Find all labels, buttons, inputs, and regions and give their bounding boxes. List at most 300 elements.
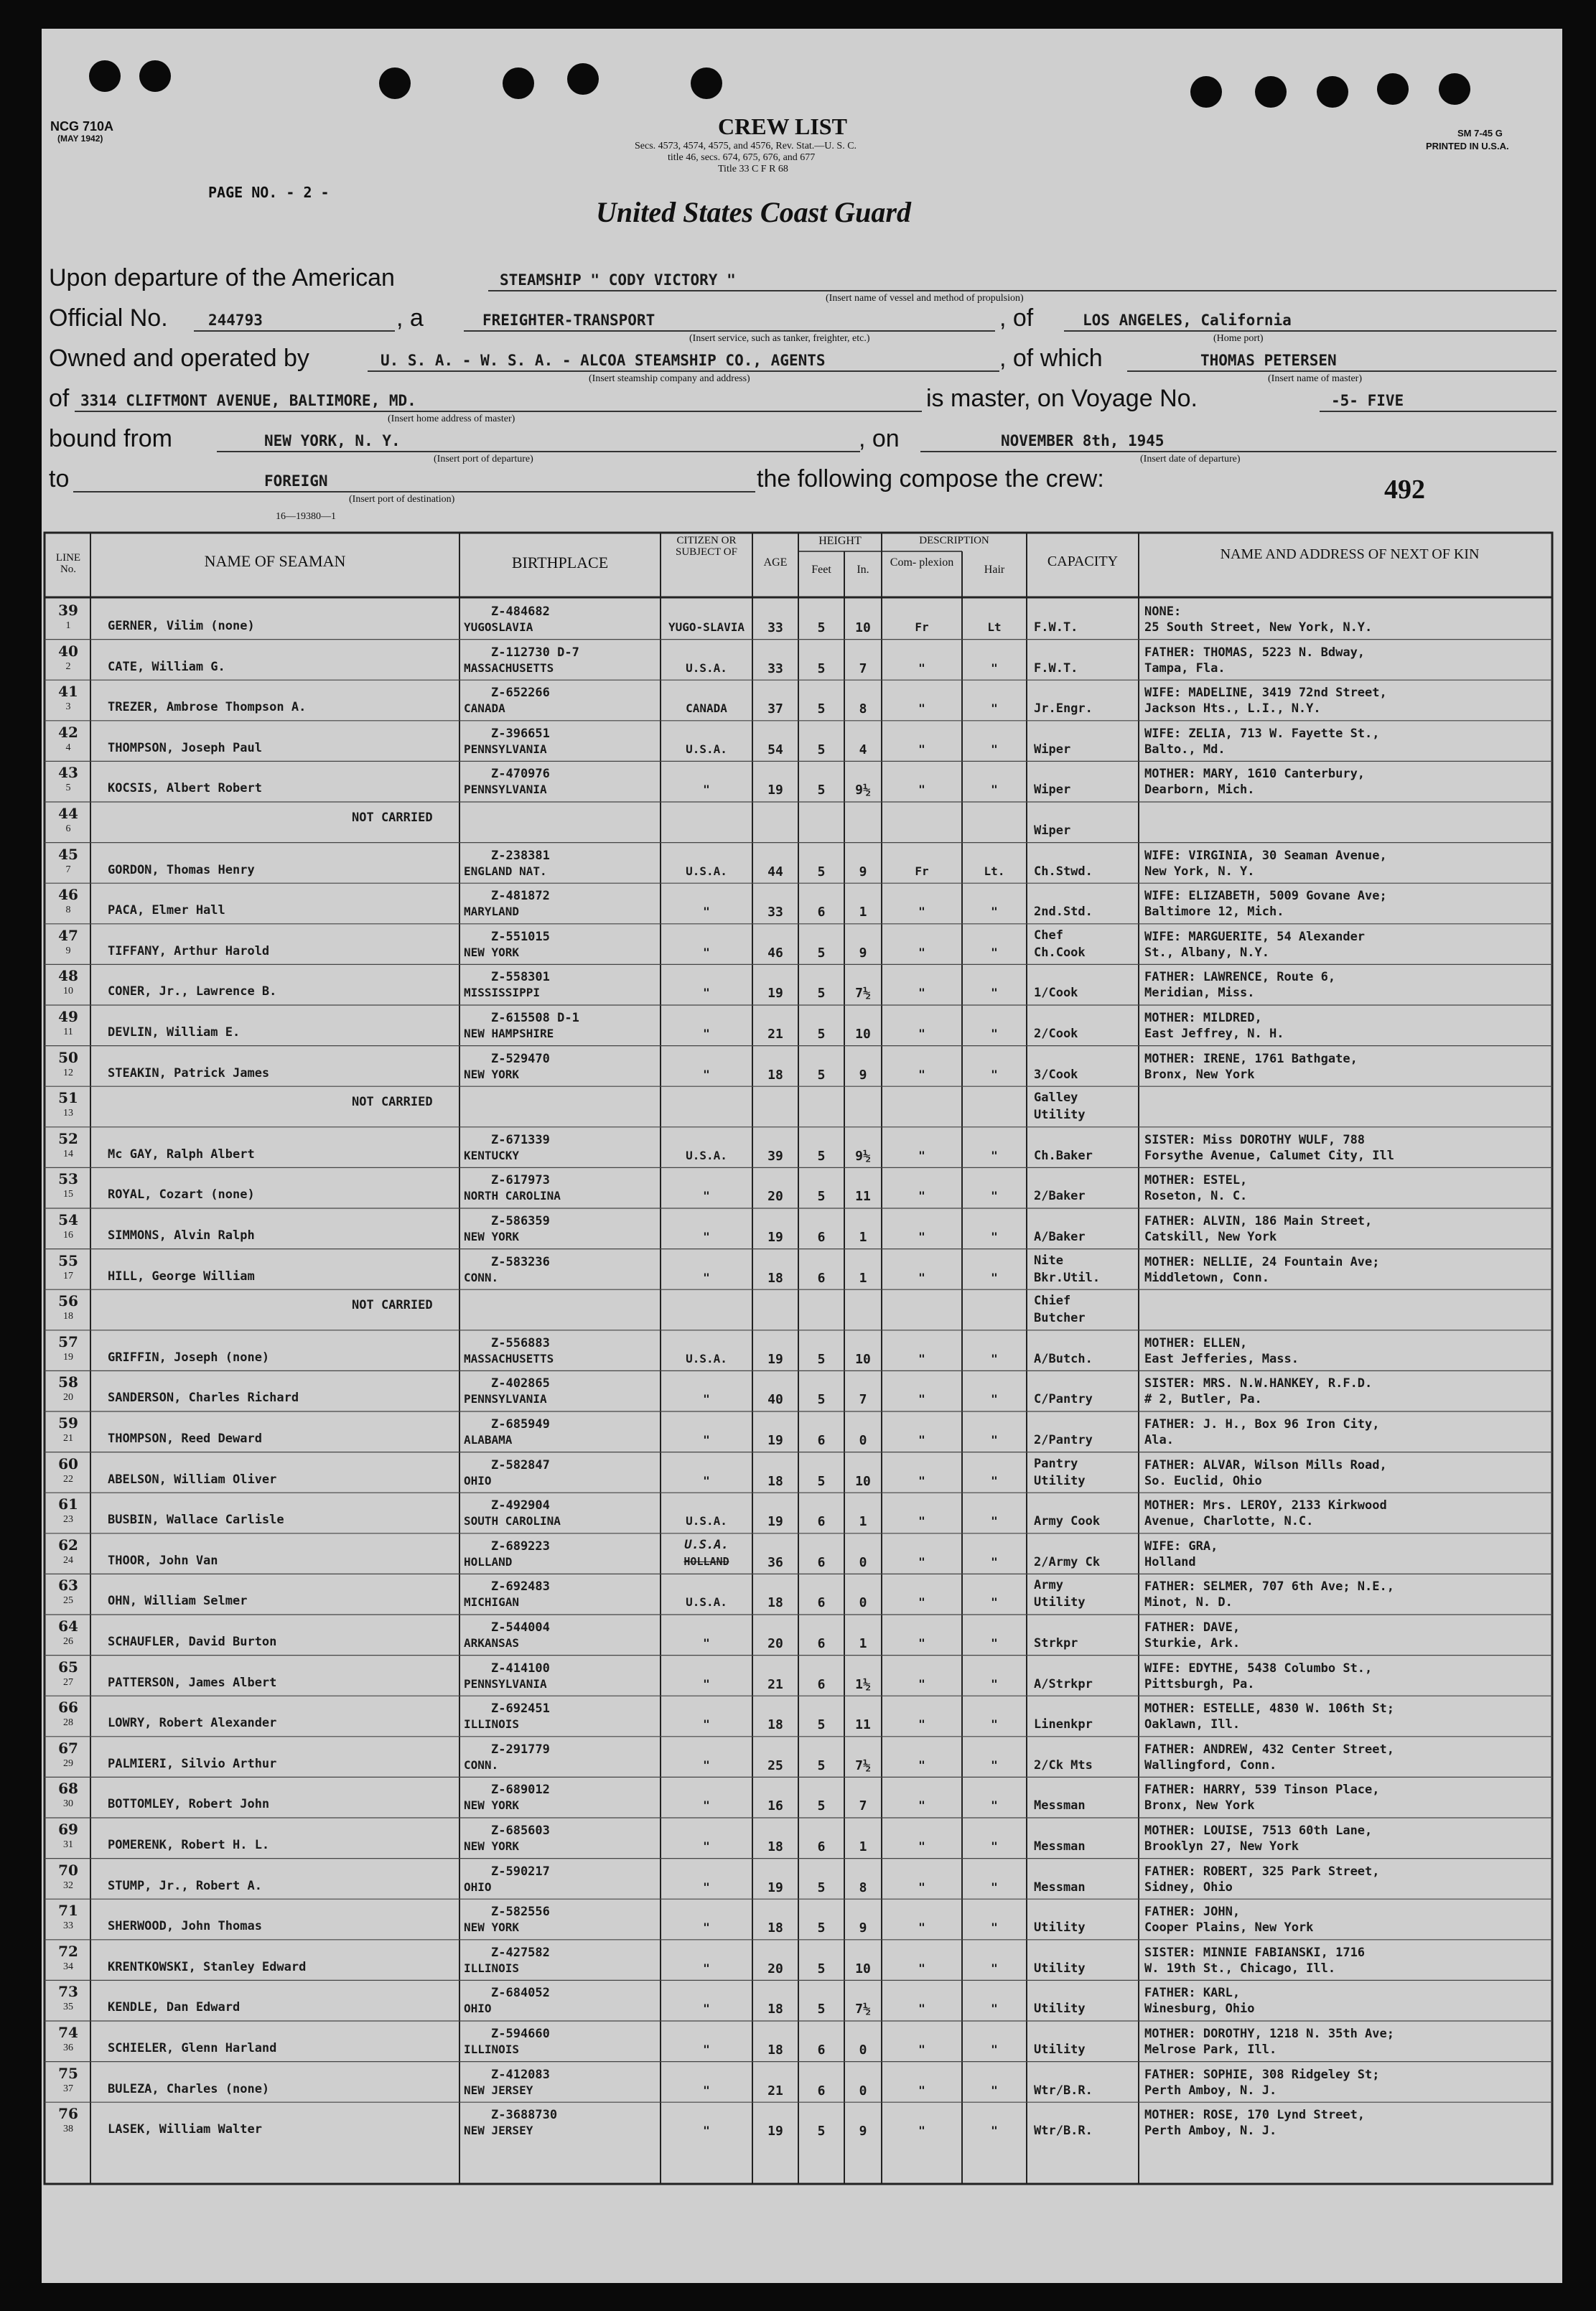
next-of-kin-line-1: FATHER: KARL, xyxy=(1144,1986,1241,2001)
hair: " xyxy=(991,1757,998,1772)
hint-master-address: (Insert home address of master) xyxy=(388,414,515,424)
hair: " xyxy=(991,2042,998,2056)
line-number: 52 xyxy=(58,1129,78,1147)
birthplace: MICHIGAN xyxy=(464,1595,520,1610)
next-of-kin-line-1: FATHER: THOMAS, 5223 N. Bdway, xyxy=(1144,645,1366,660)
age: 44 xyxy=(767,864,783,879)
capacity: Utility xyxy=(1034,1961,1086,1976)
citizen: " xyxy=(703,1189,710,1203)
birthplace: CANADA xyxy=(464,701,505,716)
citizen: " xyxy=(703,1392,710,1406)
seaman-name: BUSBIN, Wallace Carlisle xyxy=(108,1513,284,1528)
hair: " xyxy=(991,1717,998,1732)
seaman-name: LASEK, William Walter xyxy=(108,2122,262,2137)
hint-home-port: (Home port) xyxy=(1213,333,1264,344)
capacity: 3/Cook xyxy=(1034,1067,1078,1082)
next-of-kin-line-2: So. Euclid, Ohio xyxy=(1144,1473,1262,1488)
seaman-name: SHERWOOD, John Thomas xyxy=(108,1919,262,1934)
certificate-number: Z-481872 xyxy=(491,889,550,904)
certificate-number: Z-112730 D-7 xyxy=(491,645,579,660)
capacity-line-2: Bkr.Util. xyxy=(1034,1270,1101,1285)
next-of-kin-line-1: WIFE: GRA, xyxy=(1144,1539,1218,1554)
line-number: 57 xyxy=(58,1332,78,1350)
header-description: DESCRIPTION xyxy=(919,535,989,546)
line-sub-number: 38 xyxy=(63,2124,73,2135)
age: 21 xyxy=(767,1676,783,1692)
statute-line-3: Title 33 C F R 68 xyxy=(718,164,788,174)
next-of-kin-line-2: St., Albany, N.Y. xyxy=(1144,945,1269,960)
seaman-name: KENDLE, Dan Edward xyxy=(108,2000,241,2015)
next-of-kin-line-2: Winesburg, Ohio xyxy=(1144,2002,1255,2017)
line-sub-number: 29 xyxy=(63,1757,73,1769)
capacity: Wiper xyxy=(1034,783,1071,798)
birthplace: NEW JERSEY xyxy=(464,2083,533,2097)
age: 18 xyxy=(767,2042,783,2058)
citizen: U.S.A. xyxy=(686,1595,727,1610)
capacity: Utility xyxy=(1034,1920,1086,1936)
height-feet: 5 xyxy=(817,1920,826,1936)
next-of-kin-line-1: FATHER: ROBERT, 325 Park Street, xyxy=(1144,1864,1380,1879)
line-number: 48 xyxy=(58,967,78,985)
next-of-kin-line-1: MOTHER: DOROTHY, 1218 N. 35th Ave; xyxy=(1144,2027,1394,2041)
not-carried-label: NOT CARRIED xyxy=(352,1095,433,1110)
hair: " xyxy=(991,1230,998,1243)
line-number: 51 xyxy=(58,1089,78,1107)
height-inches: 11 xyxy=(855,1717,871,1733)
hint-master: (Insert name of master) xyxy=(1268,373,1362,384)
line-sub-number: 2 xyxy=(65,660,71,672)
line-sub-number: 31 xyxy=(63,1839,73,1850)
citizen: " xyxy=(703,986,710,1000)
seaman-name: LOWRY, Robert Alexander xyxy=(108,1716,277,1731)
birthplace: MASSACHUSETTS xyxy=(464,1351,554,1365)
height-feet: 5 xyxy=(817,1717,826,1733)
complexion: " xyxy=(918,1757,925,1772)
citizen: " xyxy=(703,1067,710,1081)
hair: " xyxy=(991,1473,998,1488)
age: 18 xyxy=(767,1595,783,1611)
complexion: " xyxy=(918,1148,925,1162)
form-title: CREW LIST xyxy=(718,113,847,139)
line-number: 50 xyxy=(58,1048,78,1066)
capacity: 2/Cook xyxy=(1034,1027,1078,1041)
complexion: " xyxy=(918,1636,925,1650)
citizen: U.S.A. xyxy=(686,1148,727,1162)
complexion: " xyxy=(918,1880,925,1894)
line-sub-number: 25 xyxy=(63,1595,73,1607)
complexion: Fr xyxy=(915,620,929,634)
line-number: 60 xyxy=(58,1455,78,1472)
form-code: SM 7-45 G xyxy=(1457,128,1503,139)
height-feet: 6 xyxy=(817,1514,826,1530)
next-of-kin-line-2: Roseton, N. C. xyxy=(1144,1189,1248,1204)
hair: " xyxy=(991,1798,998,1813)
next-of-kin-line-2: W. 19th St., Chicago, Ill. xyxy=(1144,1961,1336,1976)
form-date: (MAY 1942) xyxy=(57,134,103,144)
seaman-name: KRENTKOWSKI, Stanley Edward xyxy=(108,1959,307,1974)
service-type: FREIGHTER-TRANSPORT xyxy=(482,312,655,329)
header-age: AGE xyxy=(763,556,788,569)
hair: " xyxy=(991,1433,998,1447)
hair: " xyxy=(991,1595,998,1610)
height-inches: 10 xyxy=(855,1351,871,1367)
birthplace: PENNSYLVANIA xyxy=(464,742,547,756)
hint-destination: (Insert port of destination) xyxy=(349,494,455,505)
line-number: 65 xyxy=(58,1658,78,1676)
birthplace: MARYLAND xyxy=(464,905,520,919)
complexion: " xyxy=(918,1717,925,1732)
citizen: " xyxy=(703,1757,710,1772)
birthplace: ILLINOIS xyxy=(464,1717,520,1732)
certificate-number: Z-470976 xyxy=(491,767,550,782)
next-of-kin-line-2: East Jeffrey, N. H. xyxy=(1144,1027,1284,1041)
birthplace: ARKANSAS xyxy=(464,1636,520,1650)
height-feet: 6 xyxy=(817,1636,826,1651)
hint-owner: (Insert steamship company and address) xyxy=(589,373,750,384)
hint-departure-date: (Insert date of departure) xyxy=(1140,454,1241,464)
height-feet: 5 xyxy=(817,1067,826,1083)
citizen: " xyxy=(703,1717,710,1732)
hair: " xyxy=(991,1554,998,1569)
height-feet: 5 xyxy=(817,1027,826,1042)
certificate-number: Z-692451 xyxy=(491,1701,550,1717)
hair: " xyxy=(991,2083,998,2097)
complexion: " xyxy=(918,1595,925,1610)
seaman-name: SCHIELER, Glenn Harland xyxy=(108,2041,277,2055)
capacity: Chef xyxy=(1034,928,1063,943)
height-feet: 5 xyxy=(817,1798,826,1814)
citizen: U.S.A. xyxy=(684,1537,729,1552)
line-sub-number: 10 xyxy=(63,986,73,997)
certificate-number: Z-586359 xyxy=(491,1214,550,1228)
height-inches: 10 xyxy=(855,1473,871,1489)
next-of-kin-line-1: SISTER: MINNIE FABIANSKI, 1716 xyxy=(1144,1945,1366,1960)
certificate-number: Z-689012 xyxy=(491,1783,550,1798)
line-number: 46 xyxy=(58,886,78,904)
birthplace: PENNSYLVANIA xyxy=(464,783,547,797)
certificate-number: Z-582847 xyxy=(491,1457,550,1472)
line-number: 54 xyxy=(58,1211,78,1228)
age: 21 xyxy=(767,2083,783,2098)
age: 40 xyxy=(767,1392,783,1408)
certificate-number: Z-551015 xyxy=(491,929,550,944)
height-feet: 6 xyxy=(817,1554,826,1570)
hint-vessel: (Insert name of vessel and method of propulsion) xyxy=(826,293,1024,304)
birthplace: YUGOSLAVIA xyxy=(464,620,533,634)
complexion: " xyxy=(918,660,925,675)
complexion: " xyxy=(918,1676,925,1691)
complexion: " xyxy=(918,783,925,797)
next-of-kin-line-1: SISTER: Miss DOROTHY WULF, 788 xyxy=(1144,1132,1366,1147)
label-a: , a xyxy=(396,304,424,332)
birthplace: SOUTH CAROLINA xyxy=(464,1514,561,1528)
citizen: " xyxy=(703,1798,710,1813)
birthplace: ILLINOIS xyxy=(464,2042,520,2056)
certificate-number: Z-396651 xyxy=(491,726,550,741)
next-of-kin-line-1: MOTHER: Mrs. LEROY, 2133 Kirkwood xyxy=(1144,1498,1387,1513)
label-bound-from: bound from xyxy=(49,425,172,452)
height-inches: 7 xyxy=(859,1392,867,1408)
line-sub-number: 13 xyxy=(63,1108,73,1119)
capacity: Army Cook xyxy=(1034,1514,1101,1529)
citizen: YUGO-SLAVIA xyxy=(668,620,745,634)
capacity: C/Pantry xyxy=(1034,1392,1093,1407)
hair: " xyxy=(991,945,998,959)
line-sub-number: 9 xyxy=(65,945,71,956)
height-inches: 10 xyxy=(855,620,871,635)
complexion: " xyxy=(918,701,925,716)
seaman-name: STUMP, Jr., Robert A. xyxy=(108,1878,262,1893)
not-carried-label: NOT CARRIED xyxy=(352,811,433,825)
line-sub-number: 5 xyxy=(65,783,71,794)
age: 16 xyxy=(767,1798,783,1814)
form-number: NCG 710A xyxy=(50,119,114,134)
hint-departure-port: (Insert port of departure) xyxy=(434,454,533,464)
next-of-kin-line-2: Perth Amboy, N. J. xyxy=(1144,2124,1277,2139)
citizen: U.S.A. xyxy=(686,1514,727,1528)
height-inches: 9½ xyxy=(855,1148,871,1164)
hair: " xyxy=(991,986,998,1000)
departure-date: NOVEMBER 8th, 1945 xyxy=(1001,432,1165,449)
next-of-kin-line-1: MOTHER: IRENE, 1761 Bathgate, xyxy=(1144,1051,1358,1066)
birthplace: NEW YORK xyxy=(464,1920,520,1935)
line-sub-number: 8 xyxy=(65,905,71,916)
hair: " xyxy=(991,783,998,797)
citizen: U.S.A. xyxy=(686,742,727,756)
label-departure: Upon departure of the American xyxy=(49,264,395,291)
line-sub-number: 26 xyxy=(63,1636,73,1647)
next-of-kin-line-1: FATHER: HARRY, 539 Tinson Place, xyxy=(1144,1783,1380,1798)
citizen: " xyxy=(703,1230,710,1243)
header-inches: In. xyxy=(857,564,869,576)
complexion: " xyxy=(918,1270,925,1284)
height-feet: 5 xyxy=(817,1757,826,1773)
line-number: 69 xyxy=(58,1821,78,1838)
label-owned: Owned and operated by xyxy=(49,345,309,372)
hair: " xyxy=(991,660,998,675)
next-of-kin-line-2: Dearborn, Mich. xyxy=(1144,783,1255,798)
complexion: " xyxy=(918,2002,925,2016)
height-feet: 5 xyxy=(817,1880,826,1895)
line-number: 53 xyxy=(58,1170,78,1188)
birthplace: PENNSYLVANIA xyxy=(464,1676,547,1691)
height-inches: 0 xyxy=(859,2083,867,2098)
hair: " xyxy=(991,1839,998,1853)
complexion: " xyxy=(918,1554,925,1569)
agency-title: United States Coast Guard xyxy=(596,196,911,228)
birthplace: MASSACHUSETTS xyxy=(464,660,554,675)
label-of-which: , of which xyxy=(999,345,1103,372)
next-of-kin-line-1: FATHER: J. H., Box 96 Iron City, xyxy=(1144,1417,1380,1432)
label-of-2: of xyxy=(49,385,70,412)
citizen-struck: HOLLAND xyxy=(683,1554,729,1568)
height-feet: 5 xyxy=(817,1473,826,1489)
citizen: " xyxy=(703,1920,710,1935)
label-of: , of xyxy=(999,304,1034,332)
line-sub-number: 4 xyxy=(65,742,71,753)
hint-service: (Insert service, such as tanker, freighter, etc.) xyxy=(689,333,870,344)
height-feet: 6 xyxy=(817,1433,826,1448)
age: 33 xyxy=(767,660,783,676)
complexion: " xyxy=(918,1473,925,1488)
line-sub-number: 30 xyxy=(63,1798,73,1810)
height-feet: 5 xyxy=(817,620,826,635)
complexion: " xyxy=(918,1392,925,1406)
line-sub-number: 27 xyxy=(63,1676,73,1688)
age: 18 xyxy=(767,2002,783,2017)
height-feet: 5 xyxy=(817,1148,826,1164)
line-sub-number: 28 xyxy=(63,1717,73,1729)
line-number: 66 xyxy=(58,1699,78,1717)
certificate-number: Z-583236 xyxy=(491,1254,550,1269)
line-sub-number: 36 xyxy=(63,2042,73,2053)
next-of-kin-line-2: Ala. xyxy=(1144,1433,1174,1447)
next-of-kin-line-2: Sturkie, Ark. xyxy=(1144,1636,1241,1651)
height-inches: 7½ xyxy=(855,2002,871,2017)
next-of-kin-line-2: Balto., Md. xyxy=(1144,742,1226,757)
certificate-number: Z-529470 xyxy=(491,1051,550,1066)
height-feet: 5 xyxy=(817,986,826,1002)
master-name: THOMAS PETERSEN xyxy=(1200,352,1337,369)
line-sub-number: 15 xyxy=(63,1189,73,1200)
destination: FOREIGN xyxy=(264,472,328,490)
citizen: " xyxy=(703,1270,710,1284)
next-of-kin-line-2: Meridian, Miss. xyxy=(1144,986,1255,1001)
certificate-number: Z-617973 xyxy=(491,1173,550,1188)
height-inches: 9½ xyxy=(855,783,871,798)
line-number: 56 xyxy=(58,1292,78,1310)
hair: " xyxy=(991,1514,998,1528)
next-of-kin-line-1: SISTER: MRS. N.W.HANKEY, R.F.D. xyxy=(1144,1376,1373,1391)
next-of-kin-line-2: Bronx, New York xyxy=(1144,1067,1255,1082)
complexion: " xyxy=(918,1920,925,1935)
certificate-number: Z-558301 xyxy=(491,970,550,985)
birthplace: KENTUCKY xyxy=(464,1148,520,1162)
seaman-name: POMERENK, Robert H. L. xyxy=(108,1838,270,1852)
capacity: A/Baker xyxy=(1034,1230,1086,1244)
certificate-number: Z-238381 xyxy=(491,848,550,863)
certificate-number: Z-615508 D-1 xyxy=(491,1011,579,1025)
hair: " xyxy=(991,1676,998,1691)
label-is-master: is master, on Voyage No. xyxy=(926,385,1198,412)
height-inches: 7½ xyxy=(855,986,871,1002)
certificate-number: Z-685949 xyxy=(491,1417,550,1432)
certificate-number: Z-582556 xyxy=(491,1905,550,1920)
height-feet: 5 xyxy=(817,783,826,798)
seaman-name: THOMPSON, Reed Deward xyxy=(108,1432,262,1446)
next-of-kin-line-1: FATHER: SOPHIE, 308 Ridgeley St; xyxy=(1144,2067,1380,2082)
line-sub-number: 14 xyxy=(63,1148,73,1159)
complexion: " xyxy=(918,1067,925,1081)
capacity: Galley xyxy=(1034,1091,1078,1106)
height-inches: 9 xyxy=(859,864,867,879)
height-inches: 0 xyxy=(859,1595,867,1611)
birthplace: NEW YORK xyxy=(464,1839,520,1853)
birthplace: MISSISSIPPI xyxy=(464,986,540,1000)
next-of-kin-line-2: Holland xyxy=(1144,1554,1196,1569)
next-of-kin-line-1: FATHER: ALVIN, 186 Main Street, xyxy=(1144,1214,1373,1228)
age: 18 xyxy=(767,1473,783,1489)
seaman-name: CATE, William G. xyxy=(108,659,225,674)
citizen: " xyxy=(703,2042,710,2056)
header-capacity: CAPACITY xyxy=(1047,554,1119,569)
complexion: " xyxy=(918,1189,925,1203)
seaman-name: GORDON, Thomas Henry xyxy=(108,862,255,877)
next-of-kin-line-1: WIFE: VIRGINIA, 30 Seaman Avenue, xyxy=(1144,848,1387,863)
hair: " xyxy=(991,1392,998,1406)
capacity: Chief xyxy=(1034,1294,1071,1309)
complexion: " xyxy=(918,742,925,756)
citizen: U.S.A. xyxy=(686,864,727,878)
complexion: " xyxy=(918,1839,925,1853)
hair: " xyxy=(991,2002,998,2016)
capacity: Wtr/B.R. xyxy=(1034,2124,1093,2139)
hair: Lt xyxy=(987,620,1002,634)
capacity: Messman xyxy=(1034,1798,1086,1813)
capacity-line-2: Utility xyxy=(1034,1473,1086,1488)
line-sub-number: 34 xyxy=(63,1961,73,1972)
next-of-kin-line-1: MOTHER: ESTEL, xyxy=(1144,1173,1248,1188)
height-feet: 6 xyxy=(817,905,826,920)
hair: " xyxy=(991,1880,998,1894)
height-inches: 4 xyxy=(859,742,867,757)
seaman-name: KOCSIS, Albert Robert xyxy=(108,781,262,796)
certificate-number: Z-685603 xyxy=(491,1824,550,1838)
complexion: " xyxy=(918,1351,925,1365)
height-feet: 5 xyxy=(817,660,826,676)
age: 19 xyxy=(767,783,783,798)
print-code: 16—19380—1 xyxy=(276,511,336,522)
line-sub-number: 12 xyxy=(63,1067,73,1078)
header-height: HEIGHT xyxy=(818,535,862,547)
header-complexion: Com- plexion xyxy=(890,556,954,569)
hair: " xyxy=(991,742,998,756)
seaman-name: Mc GAY, Ralph Albert xyxy=(108,1147,255,1162)
age: 25 xyxy=(767,1757,783,1773)
next-of-kin-line-1: FATHER: ALVAR, Wilson Mills Road, xyxy=(1144,1457,1387,1472)
seaman-name: TREZER, Ambrose Thompson A. xyxy=(108,700,307,715)
capacity: Army xyxy=(1034,1578,1063,1593)
line-number: 40 xyxy=(58,642,78,660)
line-number: 61 xyxy=(58,1495,78,1513)
certificate-number: Z-427582 xyxy=(491,1945,550,1960)
height-inches: 8 xyxy=(859,1880,867,1895)
capacity: Ch.Baker xyxy=(1034,1148,1093,1163)
line-number: 43 xyxy=(58,764,78,782)
age: 18 xyxy=(767,1717,783,1733)
next-of-kin-line-1: WIFE: ELIZABETH, 5009 Govane Ave; xyxy=(1144,889,1387,904)
header-next-of-kin: NAME AND ADDRESS OF NEXT OF KIN xyxy=(1220,546,1480,562)
next-of-kin-line-1: FATHER: SELMER, 707 6th Ave; N.E., xyxy=(1144,1579,1394,1595)
height-inches: 8 xyxy=(859,701,867,717)
certificate-number: Z-414100 xyxy=(491,1661,550,1676)
next-of-kin-line-2: Wallingford, Conn. xyxy=(1144,1757,1277,1773)
age: 19 xyxy=(767,1351,783,1367)
capacity: 2/Pantry xyxy=(1034,1433,1093,1447)
official-number: 244793 xyxy=(208,312,263,329)
height-inches: 9 xyxy=(859,1920,867,1936)
seaman-name: PATTERSON, James Albert xyxy=(108,1675,277,1690)
seaman-name: HILL, George William xyxy=(108,1269,255,1284)
complexion: " xyxy=(918,986,925,1000)
next-of-kin-line-2: Catskill, New York xyxy=(1144,1230,1277,1244)
next-of-kin-line-2: Melrose Park, Ill. xyxy=(1144,2042,1277,2057)
seaman-name: ROYAL, Cozart (none) xyxy=(108,1187,255,1203)
certificate-number: Z-556883 xyxy=(491,1335,550,1350)
age: 20 xyxy=(767,1636,783,1651)
height-inches: 7 xyxy=(859,1798,867,1814)
line-sub-number: 35 xyxy=(63,2002,73,2013)
